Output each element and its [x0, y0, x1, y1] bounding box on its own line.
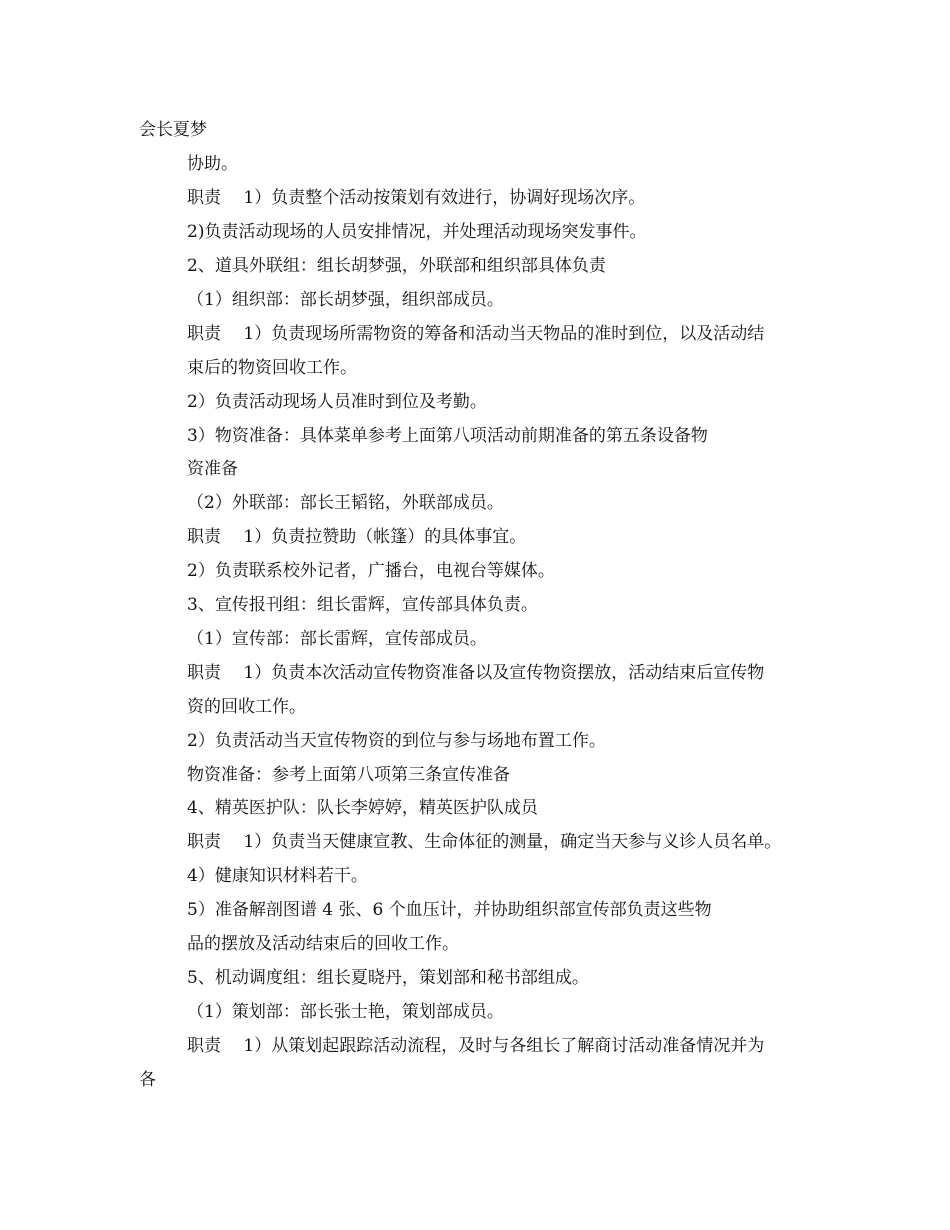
text-line: 品的摆放及活动结束后的回收工作。: [187, 934, 459, 954]
text-line: 职责 1）负责整个活动按策划有效进行，协调好现场次序。: [187, 188, 646, 208]
text-line: 职责 1）负责现场所需物资的筹备和活动当天物品的准时到位，以及活动结: [187, 324, 765, 344]
text-line: 2）负责活动现场人员准时到位及考勤。: [187, 392, 487, 412]
text-line: 职责 1）从策划起跟踪活动流程，及时与各组长了解商讨活动准备情况并为: [187, 1036, 765, 1056]
text-line: （1）组织部：部长胡梦强，组织部成员。: [187, 290, 504, 310]
text-line: 职责 1）负责当天健康宣教、生命体征的测量，确定当天参与义诊人员名单。: [187, 832, 782, 852]
text-line: 职责 1）负责拉赞助（帐篷）的具体事宜。: [187, 527, 527, 547]
section-heading: 4、精英医护队：队长李婷婷，精英医护队成员: [187, 798, 538, 818]
text-line: （1）策划部：部长张士艳，策划部成员。: [187, 1002, 504, 1022]
section-heading: 5、机动调度组：组长夏晓丹，策划部和秘书部组成。: [187, 968, 589, 988]
text-line: 各: [139, 1070, 156, 1090]
section-heading: 2、道具外联组：组长胡梦强，外联部和组织部具体负责: [187, 256, 606, 276]
text-line: 2)负责活动现场的人员安排情况，并处理活动现场突发事件。: [187, 222, 647, 242]
text-line: 2）负责活动当天宣传物资的到位与参与场地布置工作。: [187, 731, 606, 751]
text-line: 3）物资准备：具体菜单参考上面第八项活动前期准备的第五条设备物: [187, 426, 708, 446]
text-line: 职责 1）负责本次活动宣传物资准备以及宣传物资摆放，活动结束后宣传物: [187, 663, 765, 683]
text-line: 会长夏梦: [139, 120, 207, 140]
text-line: （2）外联部：部长王韬铭，外联部成员。: [187, 493, 504, 513]
text-line: 协助。: [187, 154, 238, 174]
text-line: 物资准备：参考上面第八项第三条宣传准备: [187, 765, 510, 785]
text-line: 资准备: [187, 459, 238, 479]
text-line: 4）健康知识材料若干。: [187, 866, 368, 886]
text-line: 束后的物资回收工作。: [187, 358, 357, 378]
text-line: 5）准备解剖图谱 4 张、6 个血压计，并协助组织部宣传部负责这些物: [187, 900, 712, 920]
section-heading: 3、宣传报刊组：组长雷辉，宣传部具体负责。: [187, 595, 538, 615]
text-line: 2）负责联系校外记者，广播台，电视台等媒体。: [187, 561, 555, 581]
text-line: 资的回收工作。: [187, 697, 306, 717]
text-line: （1）宣传部：部长雷辉，宣传部成员。: [187, 629, 487, 649]
